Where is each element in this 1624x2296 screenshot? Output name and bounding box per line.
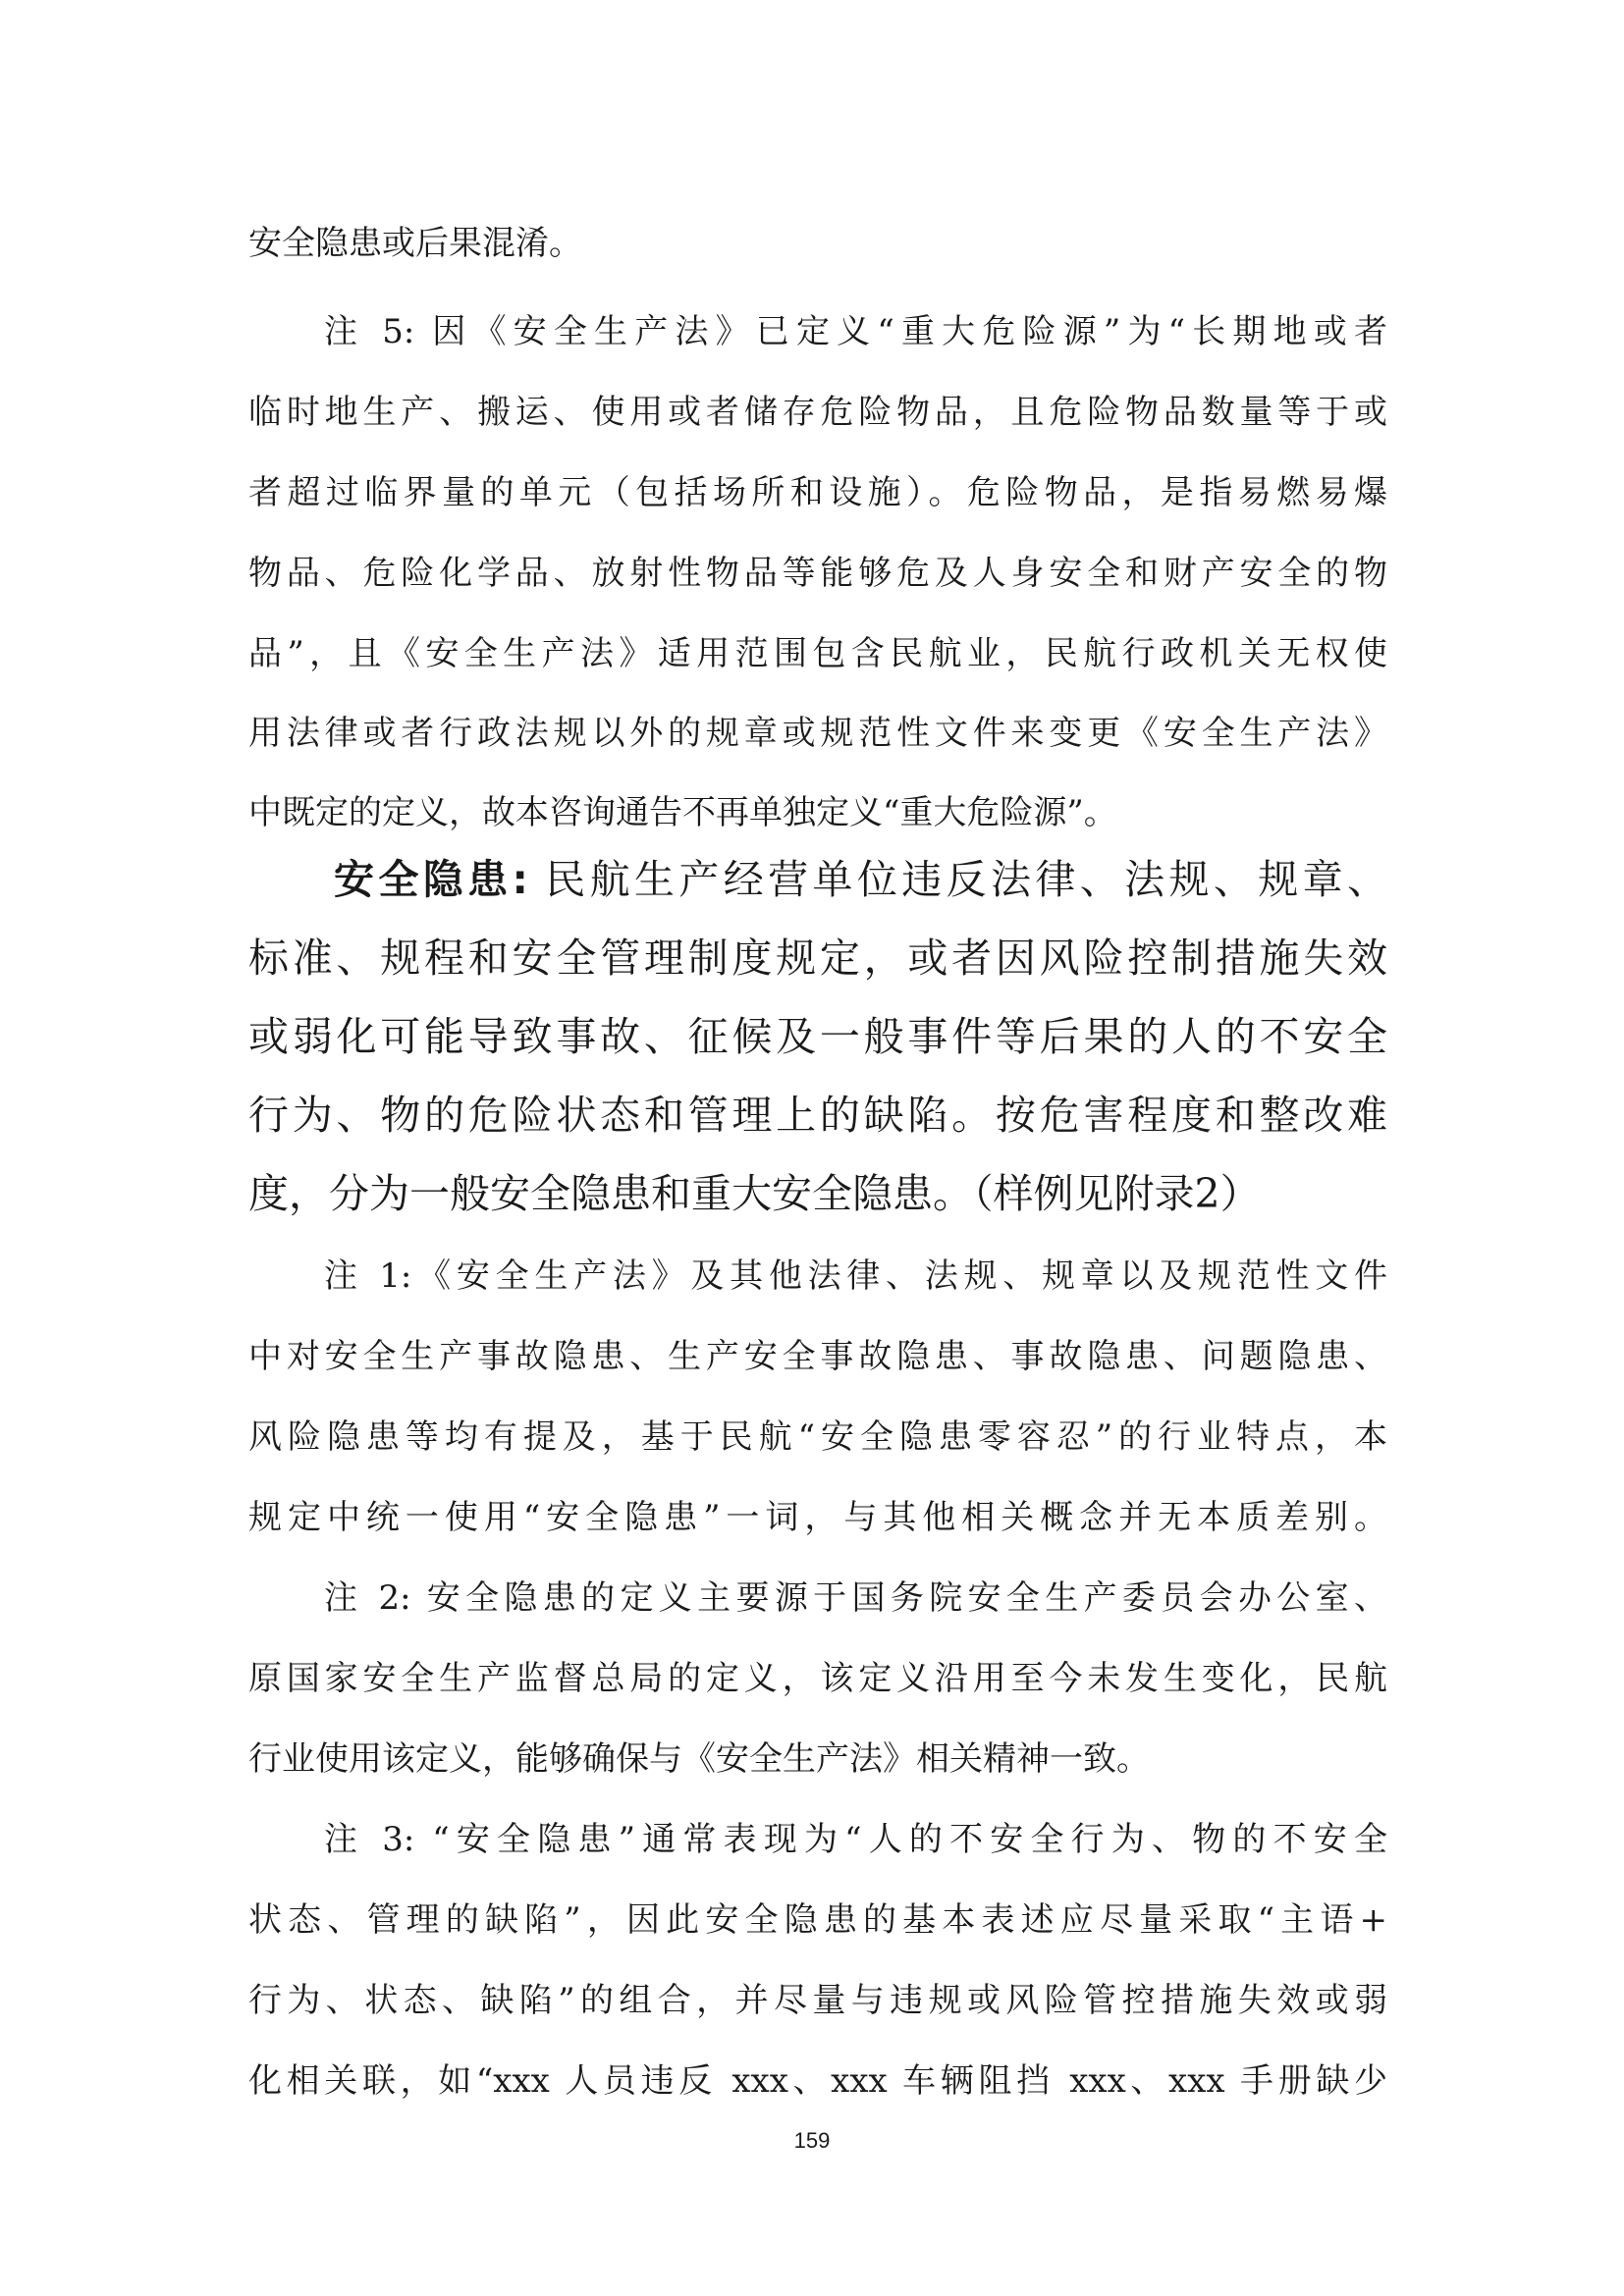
- note-5-line: 物品、危险化学品、放射性物品等能够危及人身安全和财产安全的物: [248, 554, 1387, 593]
- note-5-line: 品”，且《安全生产法》适用范围包含民航业，民航行政机关无权使: [248, 634, 1387, 673]
- note-5-line: 临时地生产、搬运、使用或者储存危险物品，且危险物品数量等于或: [248, 393, 1387, 432]
- note-1-line: 中对安全生产事故隐患、生产安全事故隐患、事故隐患、问题隐患、: [248, 1337, 1387, 1376]
- note-2-line: 原国家安全生产监督总局的定义，该定义沿用至今未发生变化，民航: [248, 1659, 1387, 1698]
- note-2-line: 注 2: 安全隐患的定义主要源于国务院安全生产委员会办公室、: [324, 1578, 1387, 1618]
- definition-text: 民航生产经营单位违反法律、法规、规章、: [527, 856, 1387, 903]
- note-1-line: 规定中统一使用“安全隐患”一词，与其他相关概念并无本质差别。: [248, 1498, 1387, 1537]
- note-3-line: 状态、管理的缺陷”，因此安全隐患的基本表述应尽量采取“主语+: [248, 1900, 1387, 1940]
- definition-line: 或弱化可能导致事故、征候及一般事件等后果的人的不安全: [248, 1013, 1387, 1060]
- definition-line: 行为、物的危险状态和管理上的缺陷。按危害程度和整改难: [248, 1092, 1387, 1139]
- note-3-line: 行为、状态、缺陷”的组合，并尽量与违规或风险管控措施失效或弱: [248, 1981, 1387, 2020]
- definition-line: 标准、规程和安全管理制度规定，或者因风险控制措施失效: [248, 934, 1387, 982]
- note-1-line: 风险隐患等均有提及，基于民航“安全隐患零容忍”的行业特点，本: [248, 1417, 1387, 1457]
- note-5-line: 用法律或者行政法规以外的规章或规范性文件来变更《安全生产法》: [248, 714, 1387, 753]
- note-2-line: 行业使用该定义，能够确保与《安全生产法》相关精神一致。: [248, 1739, 1150, 1779]
- note-3-line: 注 3: “安全隐患”通常表现为“人的不安全行为、物的不安全: [324, 1820, 1387, 1859]
- note-5-line: 中既定的定义，故本咨询通告不再单独定义“重大危险源”。: [248, 793, 1117, 832]
- definition-term: 安全隐患:: [334, 856, 528, 903]
- note-1-line: 注 1:《安全生产法》及其他法律、法规、规章以及规范性文件: [324, 1256, 1387, 1296]
- definition-line: 度，分为一般安全隐患和重大安全隐患。（样例见附录2）: [248, 1170, 1261, 1217]
- definition-first-line: [334, 856, 1387, 903]
- note-3-line: 化相关联，如“xxx 人员违反 xxx、xxx 车辆阻挡 xxx、xxx 手册缺少: [248, 2061, 1387, 2101]
- paragraph-continuation: 安全隐患或后果混淆。: [248, 224, 582, 263]
- note-5-line: 者超过临界量的单元（包括场所和设施）。危险物品，是指易燃易爆: [248, 473, 1387, 512]
- note-5-line: 注 5: 因《安全生产法》已定义“重大危险源”为“长期地或者: [324, 312, 1387, 351]
- page-number: 159: [793, 2128, 831, 2153]
